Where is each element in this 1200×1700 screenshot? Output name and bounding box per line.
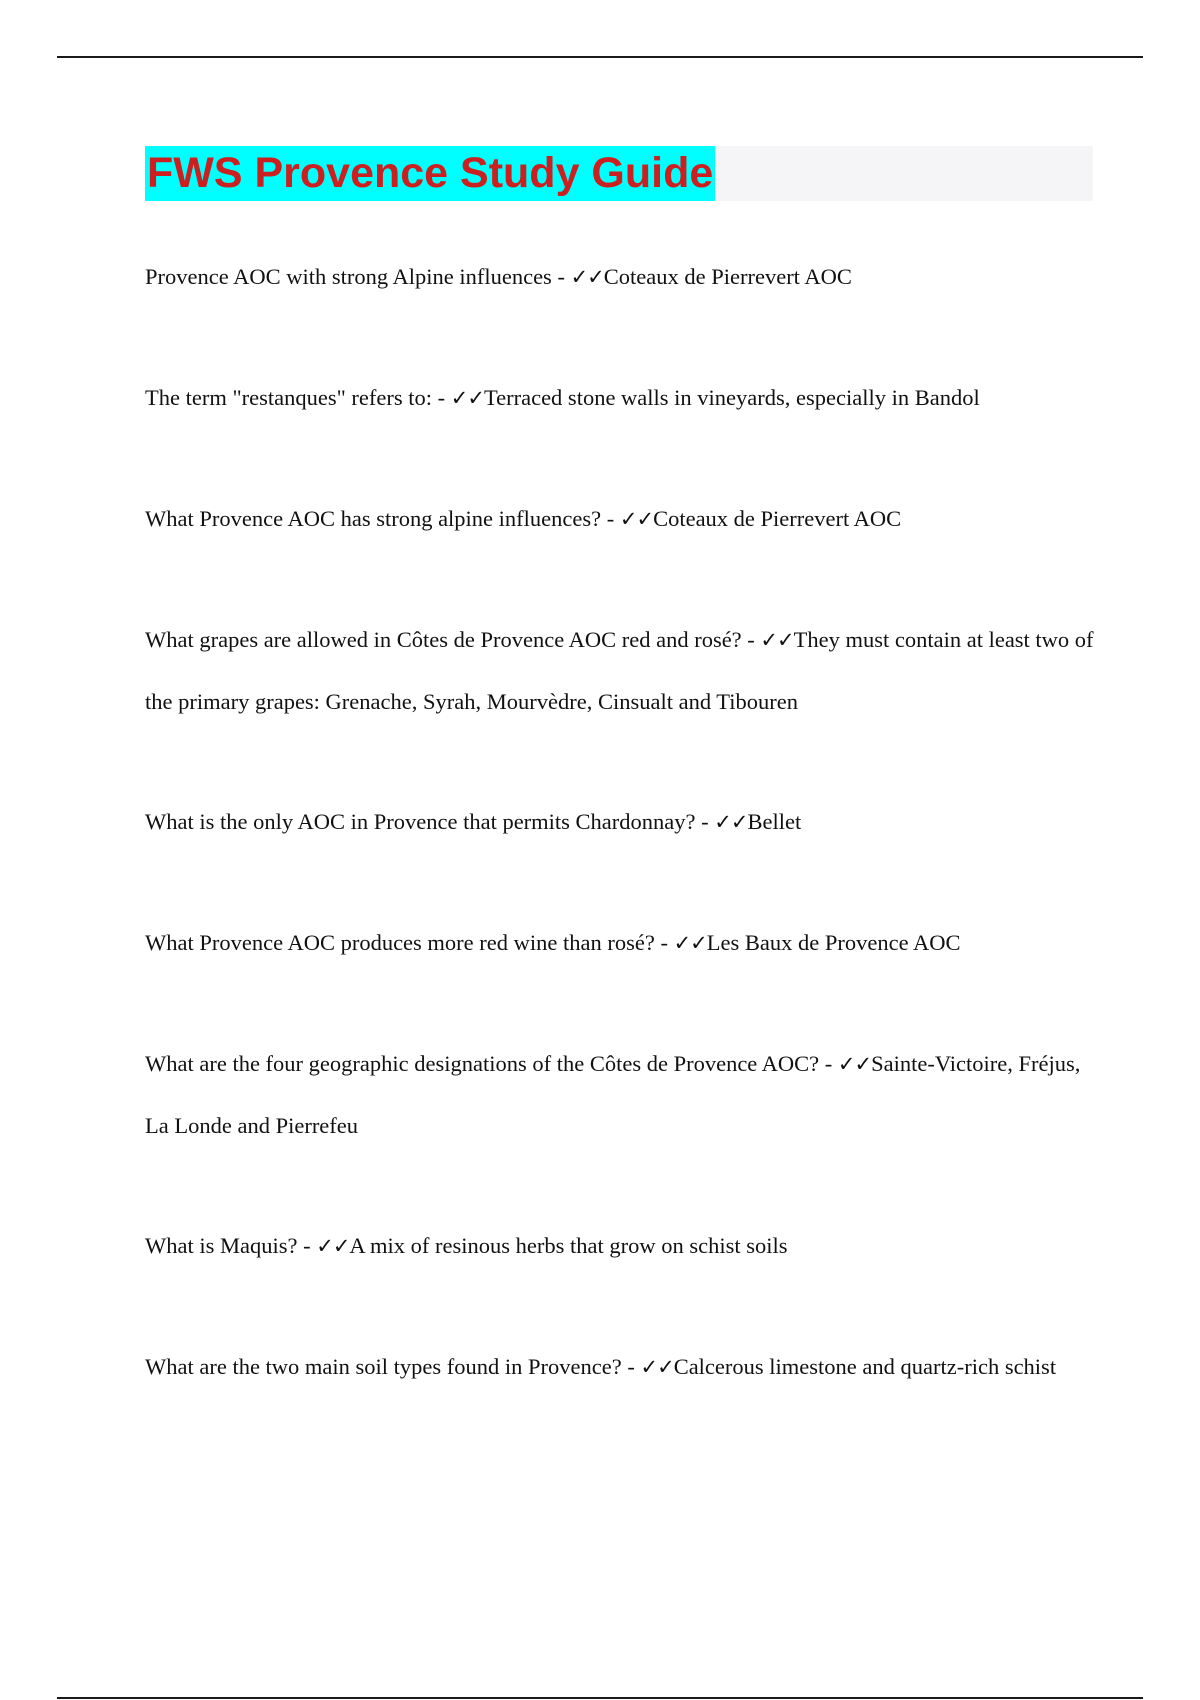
answer-text: They must contain at least two of the primary grapes: Grenache, Syrah, Mourvèdre, Cinsualt and Tibouren (145, 627, 1094, 714)
qa-entry (145, 1215, 1095, 1277)
qa-entry (145, 791, 1095, 853)
question-text: What is the only AOC in Provence that permits Chardonnay? - (145, 809, 715, 834)
answer-text: Les Baux de Provence AOC (706, 930, 961, 955)
question-text: What grapes are allowed in Côtes de Provence AOC red and rosé? - (145, 627, 761, 652)
question-text: What are the four geographic designations of the Côtes de Provence AOC? - (145, 1051, 838, 1076)
double-check-icon: ✓✓ (570, 265, 604, 289)
qa-entry (145, 1033, 1095, 1156)
answer-text: Bellet (747, 809, 802, 834)
bottom-rule (57, 1697, 1143, 1699)
double-check-icon: ✓✓ (450, 386, 484, 410)
qa-entry (145, 912, 1095, 974)
question-text: What Provence AOC has strong alpine influences? - (145, 506, 620, 531)
qa-entry (145, 246, 1095, 308)
answer-text: Sainte-Victoire, Fréjus, La Londe and Pierrefeu (145, 1051, 1081, 1138)
answer-text: A mix of resinous herbs that grow on schist soils (349, 1233, 788, 1258)
title-highlight (145, 146, 715, 201)
double-check-icon: ✓✓ (837, 1052, 872, 1076)
question-text: The term "restanques" refers to: - (145, 385, 451, 410)
document-title: FWS Provence Study Guide (147, 149, 714, 197)
question-text: What is Maquis? - (145, 1233, 317, 1258)
title-bar (145, 146, 1093, 201)
answer-text: Coteaux de Pierrevert AOC (603, 264, 852, 289)
qa-entry (145, 367, 1095, 429)
double-check-icon: ✓✓ (640, 1355, 674, 1379)
answer-text: Coteaux de Pierrevert AOC (653, 506, 902, 531)
qa-entry (145, 1336, 1095, 1398)
qa-entry (145, 488, 1095, 550)
question-text: What Provence AOC produces more red wine than rosé? - (145, 930, 674, 955)
question-text: What are the two main soil types found in Provence? - (145, 1354, 641, 1379)
qa-entry (145, 609, 1095, 732)
top-rule (57, 56, 1143, 58)
answer-text: Calcerous limestone and quartz-rich schist (673, 1354, 1057, 1379)
double-check-icon: ✓✓ (316, 1234, 350, 1258)
answer-text: Terraced stone walls in vineyards, especially in Bandol (483, 385, 980, 410)
double-check-icon: ✓✓ (619, 507, 654, 531)
double-check-icon: ✓✓ (714, 810, 748, 834)
double-check-icon: ✓✓ (760, 628, 794, 652)
double-check-icon: ✓✓ (673, 931, 707, 955)
question-text: Provence AOC with strong Alpine influences - (145, 264, 571, 289)
study-guide-entries (145, 246, 1095, 1457)
